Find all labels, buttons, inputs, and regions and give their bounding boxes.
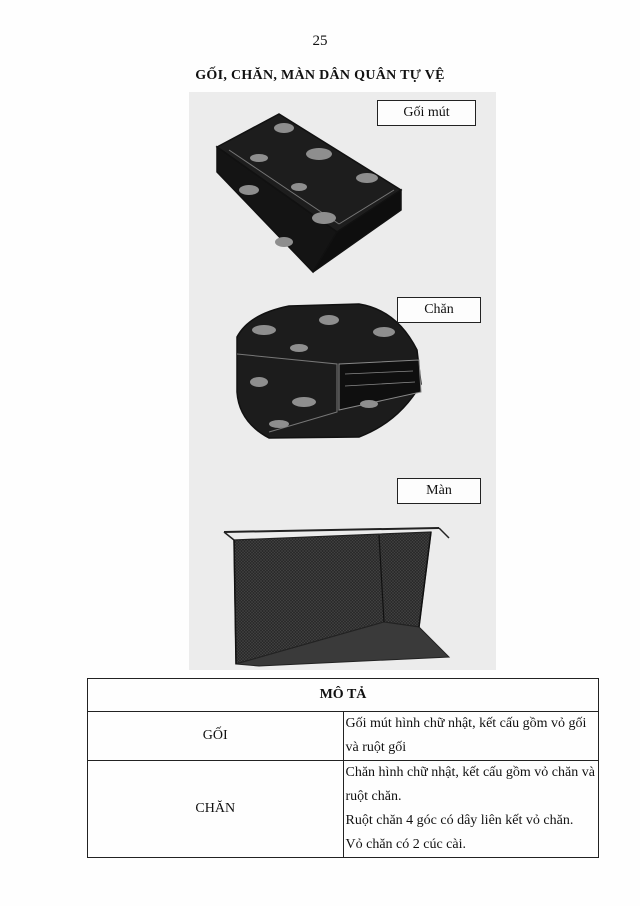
desc-line: Gối mút hình chữ nhật, kết cấu gồm vỏ gối và ruột gối [345,716,587,755]
desc-line: Chăn hình chữ nhật, kết cấu gồm vỏ chăn và ruột chăn. [345,765,595,804]
page-number: 25 [312,33,328,49]
desc-line: Ruột chăn 4 góc có dây liên kết vỏ chăn. [345,813,574,828]
illustration-panel [189,92,496,670]
row-name-pillow: GỐI [88,712,344,761]
blanket-label: Chăn [397,297,481,323]
net-label: Màn [397,478,481,504]
mosquito-net-illustration [224,528,449,666]
row-name-blanket: CHĂN [88,761,344,858]
description-table [87,678,599,858]
desc-line: Vỏ chăn có 2 cúc cài. [345,837,466,852]
pillow-label: Gối mút [377,100,476,126]
table-row-blanket [88,761,599,858]
table-header: MÔ TẢ [88,679,599,712]
row-desc-blanket [343,761,599,858]
page-title: GỐI, CHĂN, MÀN DÂN QUÂN TỰ VỆ [195,68,445,83]
foam-pillow-illustration [217,114,401,272]
row-desc-pillow [343,712,599,761]
table-row-pillow [88,712,599,761]
blanket-illustration [237,304,421,438]
